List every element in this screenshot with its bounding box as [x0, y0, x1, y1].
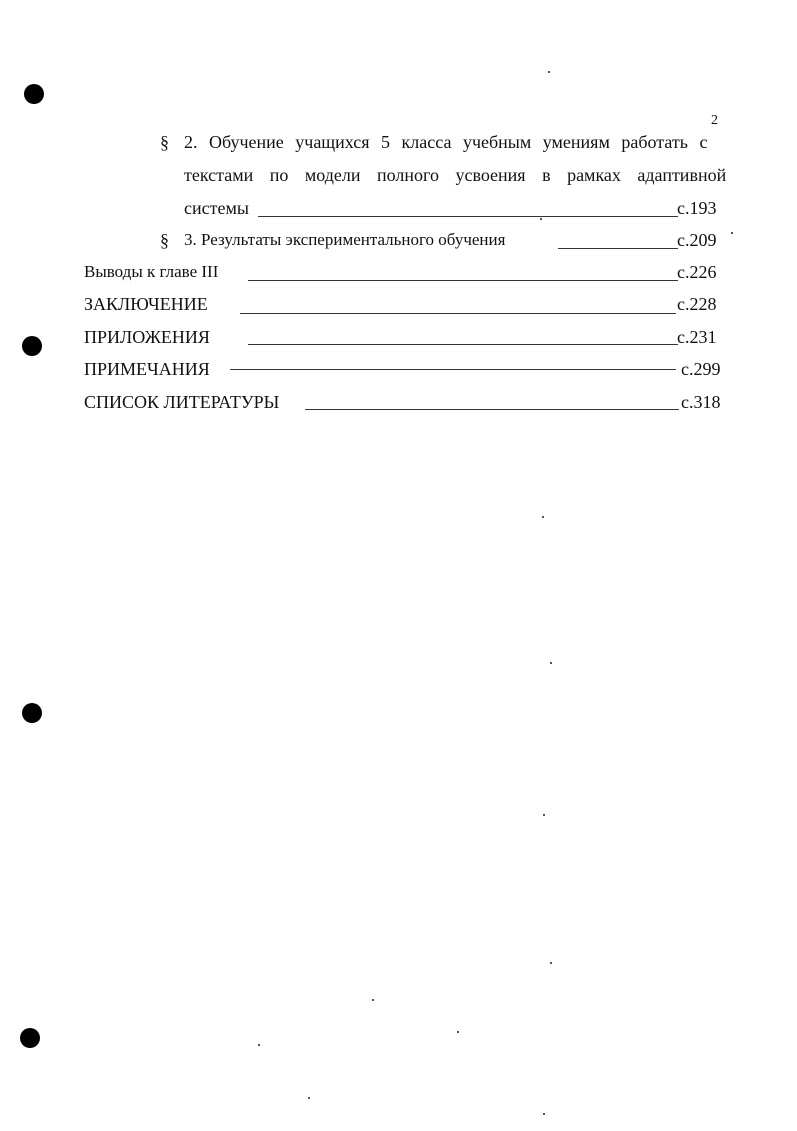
leader-line	[258, 216, 678, 217]
scan-speck	[258, 1044, 260, 1046]
section-2-page: с.193	[677, 198, 717, 218]
leader-line	[305, 409, 679, 410]
leader-line	[248, 344, 678, 345]
scan-speck	[542, 516, 544, 518]
scan-speck	[372, 999, 374, 1001]
toc-entry-page: с.299	[681, 359, 721, 379]
scan-speck	[457, 1031, 459, 1033]
binder-hole	[22, 703, 42, 723]
section-2-title-line-1: 2. Обучение учащихся 5 класса учебным умениям работать с	[184, 132, 708, 152]
scan-speck	[550, 962, 552, 964]
scan-speck	[548, 71, 550, 73]
toc-entry-title: ПРИЛОЖЕНИЯ	[84, 327, 210, 347]
section-2-title-line-2: текстами по модели полного усвоения в рамках адаптивной	[184, 165, 727, 185]
binder-hole	[22, 336, 42, 356]
binder-hole	[24, 84, 44, 104]
scan-speck	[308, 1097, 310, 1099]
scan-speck	[550, 662, 552, 664]
scan-speck	[543, 814, 545, 816]
section-symbol: §	[160, 230, 169, 250]
leader-line	[240, 313, 676, 314]
scan-speck	[731, 232, 733, 234]
section-3-page: с.209	[677, 230, 717, 250]
scan-speck	[540, 218, 542, 220]
toc-entry-title: Выводы к главе III	[84, 262, 219, 281]
section-3-title: 3. Результаты экспериментального обучения	[184, 230, 506, 249]
toc-entry-title: ПРИМЕЧАНИЯ	[84, 359, 210, 379]
toc-entry-title: СПИСОК ЛИТЕРАТУРЫ	[84, 392, 280, 412]
toc-entry-title: ЗАКЛЮЧЕНИЕ	[84, 294, 208, 314]
section-symbol: §	[160, 132, 169, 152]
toc-entry-page: с.228	[677, 294, 717, 314]
toc-entry-page: с.231	[677, 327, 717, 347]
leader-line	[230, 369, 676, 370]
page-number: 2	[711, 113, 718, 128]
leader-line	[248, 280, 678, 281]
section-2-title-line-3: системы	[184, 198, 249, 218]
scan-speck	[543, 1113, 545, 1115]
toc-entry-page: с.318	[681, 392, 721, 412]
toc-entry-page: с.226	[677, 262, 717, 282]
leader-line	[558, 248, 678, 249]
binder-hole	[20, 1028, 40, 1048]
